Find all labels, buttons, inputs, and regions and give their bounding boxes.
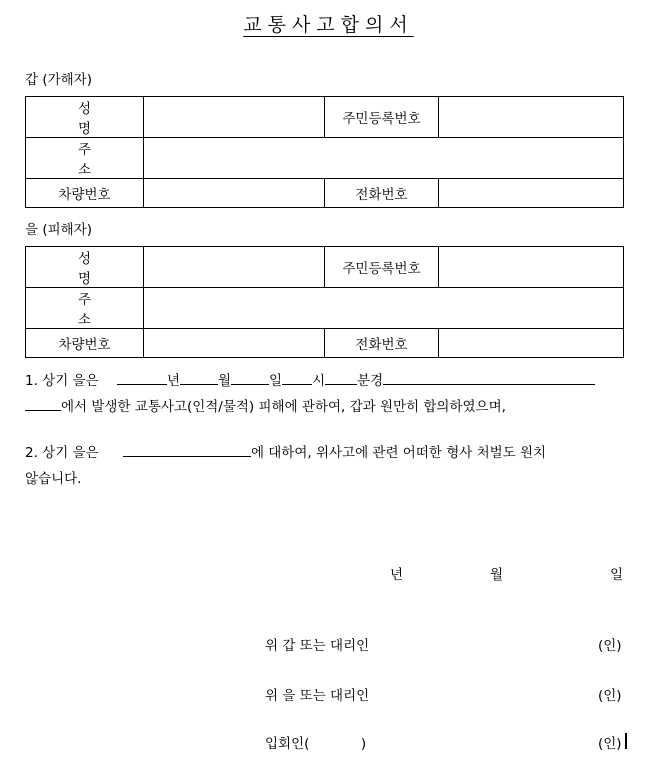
party-a-id-label: 주민등록번호	[325, 97, 439, 138]
clause1-place-blank[interactable]	[383, 370, 595, 385]
party-b-address-label: 주 소	[26, 288, 144, 329]
signature-party-a-seal: (인)	[598, 638, 622, 654]
party-b-id-field[interactable]	[439, 247, 624, 288]
party-a-heading: 갑 (가해자)	[25, 72, 92, 88]
clause2-prefix: 2. 상기 을은	[25, 445, 99, 461]
date-day: 일	[610, 567, 624, 583]
date-month: 월	[490, 567, 504, 583]
clause1-hour-blank[interactable]	[282, 370, 312, 385]
signature-party-b-label: 위 을 또는 대리인	[265, 688, 370, 704]
party-a-phone-field[interactable]	[439, 179, 624, 208]
clause1-line2	[25, 395, 506, 415]
clause1-place-blank-2[interactable]	[25, 396, 61, 411]
clause1-line2-text: 에서 발생한 교통사고(인적/물적) 피해에 관하여, 갑과 원만히 합의하였으며,	[61, 399, 506, 415]
party-a-car-field[interactable]	[144, 179, 325, 208]
signature-party-a-label: 위 갑 또는 대리인	[265, 638, 370, 654]
clause1-prefix: 1. 상기 을은	[25, 373, 99, 389]
party-a-phone-label: 전화번호	[325, 179, 439, 208]
document-title: 교통사고합의서	[243, 14, 414, 36]
party-a-table	[25, 96, 624, 208]
party-a-address-label: 주 소	[26, 138, 144, 179]
party-b-car-field[interactable]	[144, 329, 325, 358]
clause1-day-blank[interactable]	[231, 370, 269, 385]
signature-witness-seal: (인)	[598, 736, 622, 752]
party-b-heading: 을 (피해자)	[25, 222, 92, 238]
party-b-address-field[interactable]	[144, 288, 624, 329]
party-b-table	[25, 246, 624, 358]
party-a-name-field[interactable]	[144, 97, 325, 138]
party-b-phone-label: 전화번호	[325, 329, 439, 358]
clause1-month: 월	[217, 373, 232, 389]
clause2-text: 에 대하여, 위사고에 관련 어떠한 형사 처벌도 원치	[250, 445, 547, 461]
clause1-year-blank[interactable]	[117, 370, 167, 385]
clause1-year: 년	[166, 373, 180, 389]
clause1-hour: 시	[312, 373, 326, 389]
party-a-address-field[interactable]	[144, 138, 624, 179]
clause2-line2: 않습니다.	[25, 471, 82, 487]
text-cursor	[625, 733, 627, 749]
clause2-line1	[25, 441, 546, 461]
party-a-name-label: 성 명	[26, 97, 144, 138]
clause2-amount-blank[interactable]	[123, 442, 251, 457]
party-b-name-field[interactable]	[144, 247, 325, 288]
party-b-name-label: 성 명	[26, 247, 144, 288]
clause1-day: 일	[269, 373, 283, 389]
party-b-phone-field[interactable]	[439, 329, 624, 358]
party-a-car-label: 차량번호	[26, 179, 144, 208]
clause1-line1	[25, 369, 595, 389]
signature-party-b-seal: (인)	[598, 688, 622, 704]
clause1-month-blank[interactable]	[180, 370, 218, 385]
date-year: 년	[390, 567, 404, 583]
party-b-id-label: 주민등록번호	[325, 247, 439, 288]
party-a-id-field[interactable]	[439, 97, 624, 138]
signature-witness-label: 입회인( )	[265, 736, 367, 752]
clause1-minute-blank[interactable]	[325, 370, 357, 385]
clause1-minute: 분경	[357, 373, 384, 389]
party-b-car-label: 차량번호	[26, 329, 144, 358]
